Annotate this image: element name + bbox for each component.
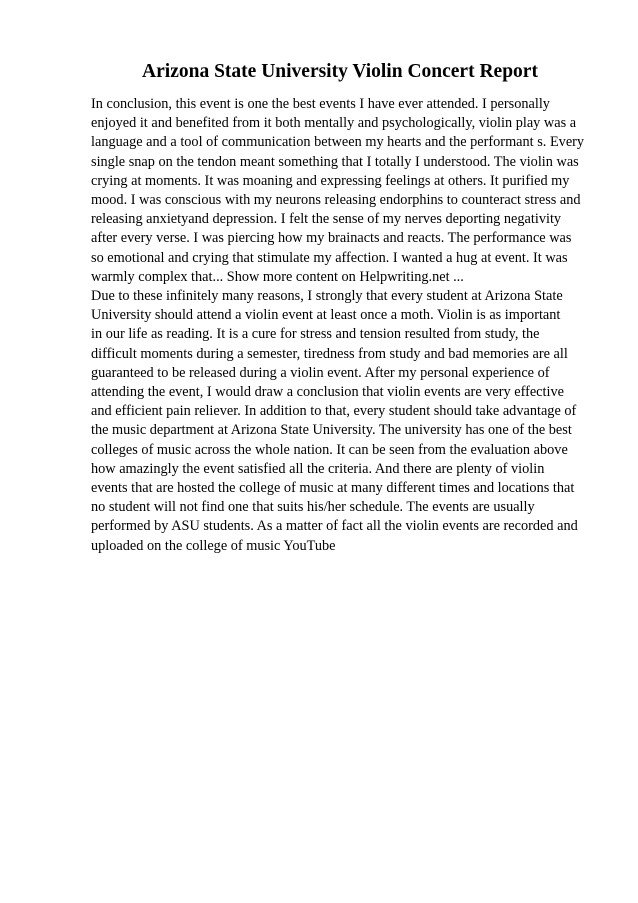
body-line: so emotional and crying that stimulate my affection. I wanted a hug at event. It was (91, 249, 568, 266)
body-line: and efficient pain reliever. In addition to that, every student should take advantage of (91, 403, 577, 420)
body-line: In conclusion, this event is one the best events I have ever attended. I personally (91, 96, 550, 112)
body-line: warmly complex that... Show more content on Helpwriting.net ... (91, 268, 464, 285)
body-line: colleges of music across the whole nation. It can be seen from the evaluation above (91, 441, 568, 458)
body-line: events that are hosted the college of music at many different times and locations that (91, 480, 575, 497)
body-line: uploaded on the college of music YouTube (91, 537, 336, 554)
body-line: the music department at Arizona State University. The university has one of the best (91, 422, 572, 439)
body-line: mood. I was conscious with my neurons releasing endorphins to counteract stress and (91, 192, 581, 209)
body-line: how amazingly the event satisfied all the criteria. And there are plenty of violin (91, 460, 545, 477)
document-body (91, 95, 631, 556)
body-line: difficult moments during a semester, tiredness from study and bad memories are all (91, 345, 568, 362)
body-line: attending the event, I would draw a conclusion that violin events are very effective (91, 384, 564, 401)
body-line: performed by ASU students. As a matter of fact all the violin events are recorded and (91, 518, 578, 535)
body-line: guaranteed to be released during a violin event. After my personal experience of (91, 364, 550, 381)
body-line: releasing anxietyand depression. I felt the sense of my nerves deporting negativity (91, 211, 562, 228)
body-line: Due to these infinitely many reasons, I strongly that every student at Arizona State (91, 288, 563, 305)
body-line: in our life as reading. It is a cure for stress and tension resulted from study, the (91, 326, 540, 343)
body-line: after every verse. I was piercing how my brainacts and reacts. The performance was (91, 230, 572, 247)
body-line: single snap on the tendon meant something that I totally I understood. The violin was (91, 153, 579, 170)
body-line: University should attend a violin event at least once a moth. Violin is as important (91, 307, 561, 324)
document-title: Arizona State University Violin Concert Report (142, 61, 538, 82)
body-line: language and a tool of communication between my hearts and the performant s. Every (91, 134, 585, 151)
body-line: crying at moments. It was moaning and expressing feelings at others. It purified my (91, 172, 570, 189)
body-line: no student will not find one that suits his/her schedule. The events are usually (91, 499, 535, 516)
body-line: enjoyed it and benefited from it both mentally and psychologically, violin play was a (91, 115, 577, 132)
